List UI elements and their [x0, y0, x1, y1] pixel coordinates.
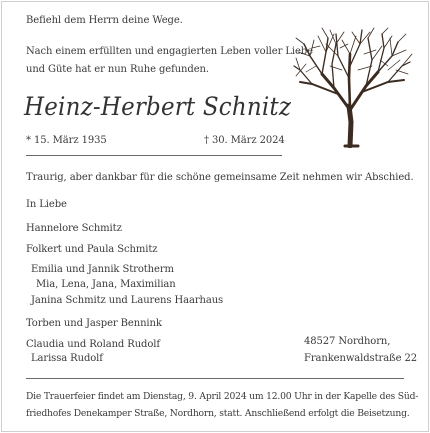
death-date: † 30. März 2024 [204, 135, 285, 146]
family-member: Mia, Lena, Jana, Maximilian [36, 279, 176, 290]
family-member: Emilia und Jannik Strotherm [31, 264, 174, 275]
family-member: Hannelore Schmitz [26, 223, 122, 234]
header-verse: Befiehl dem Herrn deine Wege. [26, 15, 183, 26]
family-member: Claudia und Roland Rudolf [26, 339, 160, 350]
mourning-text: Traurig, aber dankbar für die schöne gemeinsame Zeit nehmen wir Abschied. [26, 172, 414, 183]
address-city: 48527 Nordhorn, [304, 336, 391, 347]
family-member: Folkert und Paula Schmitz [26, 244, 158, 255]
intro-line-2: und Güte hat er nun Ruhe gefunden. [26, 64, 209, 75]
funeral-notice-line-1: Die Trauerfeier findet am Dienstag, 9. April 2024 um 12.00 Uhr in der Kapelle des Süd- [26, 391, 419, 402]
birth-date: * 15. März 1935 [26, 135, 107, 146]
tree-icon [292, 26, 414, 148]
divider-line [26, 155, 282, 156]
funeral-notice-line-2: friedhofes Denekamper Straße, Nordhorn, statt. Anschließend erfolgt die Beisetzung. [26, 408, 410, 419]
in-love-label: In Liebe [26, 199, 67, 210]
address-street: Frankenwaldstraße 22 [304, 353, 418, 364]
footer-divider [26, 378, 404, 379]
family-member: Janina Schmitz und Laurens Haarhaus [31, 295, 224, 306]
family-member: Torben und Jasper Bennink [26, 318, 162, 329]
family-member: Larissa Rudolf [31, 353, 103, 364]
deceased-name: Heinz-Herbert Schnitz [24, 92, 292, 121]
intro-line-1: Nach einem erfüllten und engagierten Leben voller Liebe [26, 46, 313, 57]
